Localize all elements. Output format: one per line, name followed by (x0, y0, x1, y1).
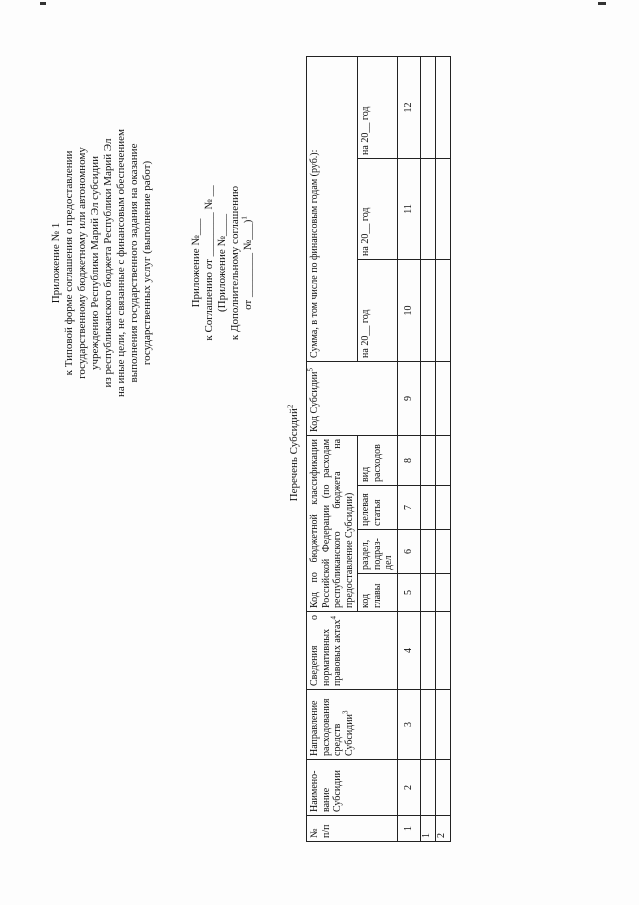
column-number: 4 (397, 611, 420, 689)
table-cell (420, 529, 435, 573)
table-cell (420, 573, 435, 611)
scan-mark (598, 2, 606, 5)
table-cell (420, 56, 435, 158)
table-cell (435, 361, 450, 435)
header-cell-sum: Сумма, в том числе по финансовым годам (руб.): (306, 56, 357, 361)
appendix-line: к Соглашению от ________ № __ (202, 184, 215, 341)
header-cell-section: раздел, подраз-дел (357, 529, 397, 573)
table-cell (420, 611, 435, 689)
header-line: выполнения государственного задания на оказание (127, 143, 140, 382)
row-number: 2 (435, 815, 450, 841)
appendix-block (190, 88, 255, 438)
table-cell (420, 158, 435, 259)
appendix-line: к Дополнительному соглашению (228, 185, 241, 340)
header-cell-direction: Направление расходования средств Субсидии$^3$ (306, 689, 397, 759)
header-cell-year1: на 20__ год (357, 259, 397, 361)
header-cell-chapter: код главы (357, 573, 397, 611)
column-number: 3 (397, 689, 420, 759)
header-cell-year2: на 20__ год (357, 158, 397, 259)
column-number: 11 (397, 158, 420, 259)
table-cell (420, 361, 435, 435)
header-cell-year3: на 20__ год (357, 56, 397, 158)
column-number: 5 (397, 573, 420, 611)
appendix-line: Приложение №___ (189, 218, 202, 307)
page-title: Перечень Субсидий$^2$ (285, 404, 300, 501)
column-number: 8 (397, 435, 420, 485)
row-number: 1 (420, 815, 435, 841)
table-cell (435, 611, 450, 689)
header-cell-article: целевая статья (357, 485, 397, 529)
footnote-mark: 2 (285, 404, 294, 408)
header-cell-name: Наимено-вание Субсидии (306, 759, 397, 815)
table-cell (435, 435, 450, 485)
column-number: 9 (397, 361, 420, 435)
header-line: учреждению Республики Марий Эл субсидии (88, 155, 101, 370)
header-line: Приложение № 1 (49, 222, 62, 303)
column-number: 1 (397, 815, 420, 841)
header-cell-acts: Сведения о нормативных правовых актах$^4$ (306, 611, 397, 689)
table-cell (435, 158, 450, 259)
column-number: 2 (397, 759, 420, 815)
header-cell-num: № п/п (306, 815, 397, 841)
appendix-line: (Приложение №____ (215, 213, 228, 312)
table-cell (420, 435, 435, 485)
column-number-row (397, 56, 420, 841)
rotated-sheet (40, 38, 600, 868)
table-cell (435, 689, 450, 759)
table-cell (435, 573, 450, 611)
table-cell (435, 759, 450, 815)
header-line: из республиканского бюджета Республики Марий Эл (101, 137, 114, 388)
column-number: 12 (397, 56, 420, 158)
table-cell (420, 759, 435, 815)
subsidy-table (306, 55, 451, 841)
appendix-line: от ________ №___)$^1$ (239, 215, 254, 310)
header-cell-kind: вид расходов (357, 435, 397, 485)
header-line: на иные цели, не связанные с финансовым обеспечением (114, 128, 127, 397)
table-cell (435, 529, 450, 573)
column-number: 7 (397, 485, 420, 529)
header-block (50, 58, 154, 468)
footnote-mark: 1 (239, 215, 248, 220)
table-cell (420, 485, 435, 529)
table-cell (420, 689, 435, 759)
header-line: государственному бюджетному или автономному (75, 146, 88, 379)
table-cell (435, 485, 450, 529)
header-line: государственных услуг (выполнение работ) (140, 160, 153, 365)
table-cell (435, 56, 450, 158)
column-number: 10 (397, 259, 420, 361)
table-row (435, 56, 450, 841)
scan-mark (40, 2, 46, 5)
column-number: 6 (397, 529, 420, 573)
header-line: к Типовой форме соглашения о предоставлении (62, 150, 75, 375)
table-cell (435, 259, 450, 361)
header-cell-code: Код Субсидии$^5$ (306, 361, 397, 435)
header-cell-bcc: Код по бюджетной классификации Российской Федерации (по расходам республиканского бюджета на предоставление Субсидии) (306, 435, 357, 611)
table-cell (420, 259, 435, 361)
table-row (420, 56, 435, 841)
